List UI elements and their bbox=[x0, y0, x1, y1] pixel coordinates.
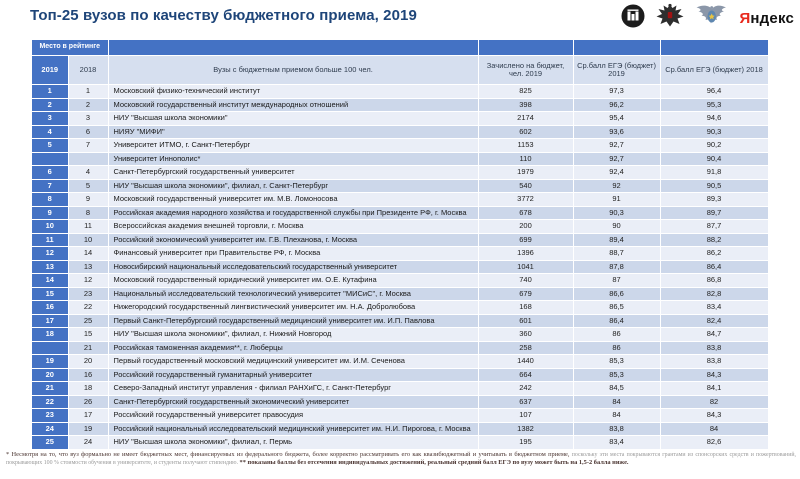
rank-2018-cell: 24 bbox=[68, 436, 108, 450]
ege-score-2018-cell: 84,1 bbox=[660, 382, 768, 396]
rank-2019-cell: 20 bbox=[32, 368, 68, 382]
enrolled-count-cell: 1382 bbox=[478, 422, 573, 436]
university-name-cell: Московский физико-технический институт bbox=[108, 85, 478, 99]
page-title: Топ-25 вузов по качеству бюджетного приема, 2019 bbox=[30, 7, 417, 24]
table-row bbox=[32, 328, 768, 342]
enrolled-count-cell: 1396 bbox=[478, 247, 573, 261]
ege-score-2019-cell: 95,4 bbox=[573, 112, 660, 126]
table-row bbox=[32, 409, 768, 423]
rank-2018-cell: 9 bbox=[68, 193, 108, 207]
rank-2019-cell: 25 bbox=[32, 436, 68, 450]
ege-score-2019-cell: 90,3 bbox=[573, 206, 660, 220]
rank-2019-cell: 14 bbox=[32, 274, 68, 288]
place-group-header: Место в рейтинге bbox=[32, 40, 108, 56]
table-row bbox=[32, 287, 768, 301]
university-name-cell: Первый государственный московский медицинский университет им. И.М. Сеченова bbox=[108, 355, 478, 369]
rank-2018-cell bbox=[68, 152, 108, 166]
rank-2018-cell: 17 bbox=[68, 409, 108, 423]
ege-score-2019-cell: 93,6 bbox=[573, 125, 660, 139]
rank-2019-cell: 19 bbox=[32, 355, 68, 369]
university-name-cell: Российский государственный гуманитарный университет bbox=[108, 368, 478, 382]
ege-score-2018-cell: 91,8 bbox=[660, 166, 768, 180]
rank-2018-cell: 22 bbox=[68, 301, 108, 315]
university-name-cell: Российская академия народного хозяйства и государственной службы при Президенте РФ, г. Москва bbox=[108, 206, 478, 220]
col-header-university: Вузы с бюджетным приемом больше 100 чел. bbox=[108, 56, 478, 85]
table-row bbox=[32, 139, 768, 153]
empty-header-cell bbox=[660, 40, 768, 56]
table-row bbox=[32, 206, 768, 220]
table-row bbox=[32, 85, 768, 99]
ege-score-2018-cell: 82,8 bbox=[660, 287, 768, 301]
table-row bbox=[32, 179, 768, 193]
ege-score-2019-cell: 87,8 bbox=[573, 260, 660, 274]
ege-score-2018-cell: 82,6 bbox=[660, 436, 768, 450]
ege-score-2018-cell: 95,3 bbox=[660, 98, 768, 112]
table-row bbox=[32, 422, 768, 436]
table-row bbox=[32, 395, 768, 409]
footnote-main-text: * Несмотря на то, что вуз формально не имеет бюджетных мест, финансируемых из федерального бюджета, более корректно рассматривать его как квазибюджетный и учитывать в бюджетном приеме, bbox=[6, 450, 572, 458]
table-body bbox=[32, 85, 768, 450]
enrolled-count-cell: 679 bbox=[478, 287, 573, 301]
table-header-row bbox=[32, 56, 768, 85]
ege-score-2019-cell: 92 bbox=[573, 179, 660, 193]
rank-2019-cell: 18 bbox=[32, 328, 68, 342]
rank-2018-cell: 16 bbox=[68, 368, 108, 382]
ege-score-2019-cell: 86,6 bbox=[573, 287, 660, 301]
university-name-cell: Первый Санкт-Петербургский государственный медицинский университет им. И.П. Павлова bbox=[108, 314, 478, 328]
university-name-cell: НИЯУ "МИФИ" bbox=[108, 125, 478, 139]
enrolled-count-cell: 110 bbox=[478, 152, 573, 166]
table-row bbox=[32, 341, 768, 355]
rank-2018-cell: 5 bbox=[68, 179, 108, 193]
table-row bbox=[32, 166, 768, 180]
enrolled-count-cell: 825 bbox=[478, 85, 573, 99]
rank-2019-cell: 16 bbox=[32, 301, 68, 315]
rank-2018-cell: 10 bbox=[68, 233, 108, 247]
university-name-cell: Московский государственный университет им. М.В. Ломоносова bbox=[108, 193, 478, 207]
enrolled-count-cell: 1440 bbox=[478, 355, 573, 369]
ege-score-2018-cell: 89,7 bbox=[660, 206, 768, 220]
table-row bbox=[32, 233, 768, 247]
yandex-ya-letter: Я bbox=[739, 9, 751, 27]
yandex-logo bbox=[739, 10, 794, 27]
enrolled-count-cell: 678 bbox=[478, 206, 573, 220]
table-row bbox=[32, 193, 768, 207]
enrolled-count-cell: 601 bbox=[478, 314, 573, 328]
university-name-cell: Российский экономический университет им. Г.В. Плеханова, г. Москва bbox=[108, 233, 478, 247]
table-row bbox=[32, 436, 768, 450]
enrolled-count-cell: 168 bbox=[478, 301, 573, 315]
rank-2018-cell: 18 bbox=[68, 382, 108, 396]
enrolled-count-cell: 242 bbox=[478, 382, 573, 396]
ege-score-2019-cell: 89,4 bbox=[573, 233, 660, 247]
university-name-cell: Российский национальный исследовательский медицинский университет им. Н.И. Пирогова, г. Москва bbox=[108, 422, 478, 436]
ege-score-2018-cell: 84 bbox=[660, 422, 768, 436]
table-row bbox=[32, 98, 768, 112]
university-name-cell: Санкт-Петербургский государственный экономический университет bbox=[108, 395, 478, 409]
rank-2019-cell: 4 bbox=[32, 125, 68, 139]
empty-header-cell bbox=[478, 40, 573, 56]
enrolled-count-cell: 3772 bbox=[478, 193, 573, 207]
enrolled-count-cell: 637 bbox=[478, 395, 573, 409]
ege-score-2019-cell: 85,3 bbox=[573, 368, 660, 382]
university-name-cell: Северо-Западный институт управления - филиал РАНХиГС, г. Санкт-Петербург bbox=[108, 382, 478, 396]
ege-score-2018-cell: 87,7 bbox=[660, 220, 768, 234]
ege-score-2018-cell: 82,4 bbox=[660, 314, 768, 328]
table-row bbox=[32, 314, 768, 328]
ege-score-2019-cell: 86,4 bbox=[573, 314, 660, 328]
rank-2018-cell: 13 bbox=[68, 260, 108, 274]
ege-score-2018-cell: 86,8 bbox=[660, 274, 768, 288]
ege-score-2019-cell: 92,7 bbox=[573, 152, 660, 166]
rank-2019-cell: 5 bbox=[32, 139, 68, 153]
ege-score-2018-cell: 94,6 bbox=[660, 112, 768, 126]
rank-2019-cell: 2 bbox=[32, 98, 68, 112]
enrolled-count-cell: 699 bbox=[478, 233, 573, 247]
hse-emblem-icon bbox=[620, 3, 646, 34]
ministry-coat-of-arms-icon bbox=[655, 2, 685, 34]
rank-2019-cell: 22 bbox=[32, 395, 68, 409]
enrolled-count-cell: 398 bbox=[478, 98, 573, 112]
table-row bbox=[32, 368, 768, 382]
col-header-ege-2018: Ср.балл ЕГЭ (бюджет) 2018 bbox=[660, 56, 768, 85]
rank-2019-cell bbox=[32, 341, 68, 355]
rank-2018-cell: 11 bbox=[68, 220, 108, 234]
ege-score-2019-cell: 96,2 bbox=[573, 98, 660, 112]
enrolled-count-cell: 1979 bbox=[478, 166, 573, 180]
ranking-table bbox=[32, 40, 769, 450]
ege-score-2019-cell: 86,5 bbox=[573, 301, 660, 315]
ege-score-2019-cell: 87 bbox=[573, 274, 660, 288]
ege-score-2018-cell: 90,4 bbox=[660, 152, 768, 166]
rank-2018-cell: 19 bbox=[68, 422, 108, 436]
table-row bbox=[32, 382, 768, 396]
ege-score-2018-cell: 82 bbox=[660, 395, 768, 409]
rank-2018-cell: 3 bbox=[68, 112, 108, 126]
rank-2018-cell: 12 bbox=[68, 274, 108, 288]
col-header-2019: 2019 bbox=[32, 56, 68, 85]
rank-2019-cell: 8 bbox=[32, 193, 68, 207]
rank-2019-cell: 11 bbox=[32, 233, 68, 247]
logo-strip bbox=[620, 3, 794, 33]
col-header-2018: 2018 bbox=[68, 56, 108, 85]
enrolled-count-cell: 258 bbox=[478, 341, 573, 355]
university-name-cell: Российская таможенная академия**, г. Люберцы bbox=[108, 341, 478, 355]
rank-2018-cell: 20 bbox=[68, 355, 108, 369]
footnote bbox=[6, 451, 796, 468]
ege-score-2019-cell: 88,7 bbox=[573, 247, 660, 261]
ege-score-2018-cell: 88,2 bbox=[660, 233, 768, 247]
university-name-cell: Университет Иннополис* bbox=[108, 152, 478, 166]
university-name-cell: Финансовый университет при Правительстве РФ, г. Москва bbox=[108, 247, 478, 261]
enrolled-count-cell: 1153 bbox=[478, 139, 573, 153]
ege-score-2019-cell: 92,7 bbox=[573, 139, 660, 153]
rank-2018-cell: 14 bbox=[68, 247, 108, 261]
rosobrnadzor-emblem-icon bbox=[694, 3, 730, 34]
ege-score-2019-cell: 83,8 bbox=[573, 422, 660, 436]
rank-2018-cell: 4 bbox=[68, 166, 108, 180]
ege-score-2018-cell: 90,3 bbox=[660, 125, 768, 139]
empty-header-cell bbox=[573, 40, 660, 56]
ege-score-2018-cell: 84,3 bbox=[660, 368, 768, 382]
table-row bbox=[32, 152, 768, 166]
rank-2019-cell: 9 bbox=[32, 206, 68, 220]
enrolled-count-cell: 1041 bbox=[478, 260, 573, 274]
rank-2019-cell: 12 bbox=[32, 247, 68, 261]
rank-2018-cell: 7 bbox=[68, 139, 108, 153]
university-name-cell: Московский государственный институт международных отношений bbox=[108, 98, 478, 112]
ege-score-2019-cell: 84,5 bbox=[573, 382, 660, 396]
ege-score-2019-cell: 85,3 bbox=[573, 355, 660, 369]
rank-2019-cell: 6 bbox=[32, 166, 68, 180]
table-row bbox=[32, 301, 768, 315]
rank-2018-cell: 23 bbox=[68, 287, 108, 301]
empty-header-cell bbox=[108, 40, 478, 56]
table-row bbox=[32, 112, 768, 126]
ege-score-2019-cell: 86 bbox=[573, 328, 660, 342]
ege-score-2018-cell: 83,8 bbox=[660, 355, 768, 369]
ege-score-2019-cell: 84 bbox=[573, 409, 660, 423]
rank-2018-cell: 8 bbox=[68, 206, 108, 220]
enrolled-count-cell: 200 bbox=[478, 220, 573, 234]
enrolled-count-cell: 360 bbox=[478, 328, 573, 342]
rank-2018-cell: 2 bbox=[68, 98, 108, 112]
university-name-cell: Московский государственный юридический университет им. О.Е. Кутафина bbox=[108, 274, 478, 288]
yandex-rest-letters: ндекс bbox=[750, 9, 794, 27]
table-row bbox=[32, 220, 768, 234]
enrolled-count-cell: 740 bbox=[478, 274, 573, 288]
enrolled-count-cell: 107 bbox=[478, 409, 573, 423]
ege-score-2019-cell: 97,3 bbox=[573, 85, 660, 99]
table-row bbox=[32, 274, 768, 288]
rank-2019-cell: 13 bbox=[32, 260, 68, 274]
ege-score-2019-cell: 91 bbox=[573, 193, 660, 207]
ege-score-2018-cell: 84,3 bbox=[660, 409, 768, 423]
ege-score-2018-cell: 90,2 bbox=[660, 139, 768, 153]
ege-score-2018-cell: 96,4 bbox=[660, 85, 768, 99]
rank-2019-cell bbox=[32, 152, 68, 166]
ege-score-2018-cell: 90,5 bbox=[660, 179, 768, 193]
table-row bbox=[32, 355, 768, 369]
ege-score-2019-cell: 92,4 bbox=[573, 166, 660, 180]
table-header-group-row bbox=[32, 40, 768, 56]
rank-2018-cell: 1 bbox=[68, 85, 108, 99]
rank-2019-cell: 7 bbox=[32, 179, 68, 193]
ege-score-2019-cell: 90 bbox=[573, 220, 660, 234]
ege-score-2018-cell: 86,2 bbox=[660, 247, 768, 261]
rank-2019-cell: 3 bbox=[32, 112, 68, 126]
university-name-cell: НИУ "Высшая школа экономики" bbox=[108, 112, 478, 126]
enrolled-count-cell: 2174 bbox=[478, 112, 573, 126]
rank-2018-cell: 21 bbox=[68, 341, 108, 355]
ege-score-2018-cell: 83,8 bbox=[660, 341, 768, 355]
university-name-cell: Российский государственный университет правосудия bbox=[108, 409, 478, 423]
rank-2019-cell: 17 bbox=[32, 314, 68, 328]
university-name-cell: Всероссийская академия внешней торговли, г. Москва bbox=[108, 220, 478, 234]
rank-2018-cell: 26 bbox=[68, 395, 108, 409]
ege-score-2019-cell: 84 bbox=[573, 395, 660, 409]
table-row bbox=[32, 125, 768, 139]
col-header-ege-2019: Ср.балл ЕГЭ (бюджет) 2019 bbox=[573, 56, 660, 85]
ege-score-2019-cell: 86 bbox=[573, 341, 660, 355]
university-name-cell: Нижегородский государственный лингвистический университет им. Н.А. Добролюбова bbox=[108, 301, 478, 315]
rank-2019-cell: 1 bbox=[32, 85, 68, 99]
rank-2019-cell: 23 bbox=[32, 409, 68, 423]
rank-2019-cell: 21 bbox=[32, 382, 68, 396]
ege-score-2018-cell: 83,4 bbox=[660, 301, 768, 315]
university-name-cell: Университет ИТМО, г. Санкт-Петербург bbox=[108, 139, 478, 153]
university-name-cell: Национальный исследовательский технологический университет "МИСиС", г. Москва bbox=[108, 287, 478, 301]
university-name-cell: Санкт-Петербургский государственный университет bbox=[108, 166, 478, 180]
ege-score-2018-cell: 89,3 bbox=[660, 193, 768, 207]
enrolled-count-cell: 195 bbox=[478, 436, 573, 450]
enrolled-count-cell: 540 bbox=[478, 179, 573, 193]
university-name-cell: НИУ "Высшая школа экономики", филиал, г. Нижний Новгород bbox=[108, 328, 478, 342]
rank-2019-cell: 24 bbox=[32, 422, 68, 436]
ege-score-2018-cell: 84,7 bbox=[660, 328, 768, 342]
enrolled-count-cell: 664 bbox=[478, 368, 573, 382]
rank-2019-cell: 10 bbox=[32, 220, 68, 234]
table-row bbox=[32, 247, 768, 261]
rank-2018-cell: 15 bbox=[68, 328, 108, 342]
footnote-gray-text: поскольку эти места покрываются грантами из спонсорских средств и пожертвований, покрывающих 100 % стоимости обучения в университете, и студенты получают стипендию. bbox=[6, 451, 796, 467]
university-name-cell: НИУ "Высшая школа экономики", филиал, г. Санкт-Петербург bbox=[108, 179, 478, 193]
university-name-cell: НИУ "Высшая школа экономики", филиал, г. Пермь bbox=[108, 436, 478, 450]
rank-2018-cell: 25 bbox=[68, 314, 108, 328]
university-name-cell: Новосибирский национальный исследовательский государственный университет bbox=[108, 260, 478, 274]
ege-score-2018-cell: 86,4 bbox=[660, 260, 768, 274]
rank-2019-cell: 15 bbox=[32, 287, 68, 301]
col-header-enrolled: Зачислено на бюджет, чел. 2019 bbox=[478, 56, 573, 85]
table-row bbox=[32, 260, 768, 274]
enrolled-count-cell: 602 bbox=[478, 125, 573, 139]
ege-score-2019-cell: 83,4 bbox=[573, 436, 660, 450]
footnote-second-text: ** показаны баллы без отсечения индивидуальных достижений, реальный средний балл ЕГЭ по вузу может быть на 1,5-2 балла ниже. bbox=[239, 459, 629, 467]
rank-2018-cell: 6 bbox=[68, 125, 108, 139]
